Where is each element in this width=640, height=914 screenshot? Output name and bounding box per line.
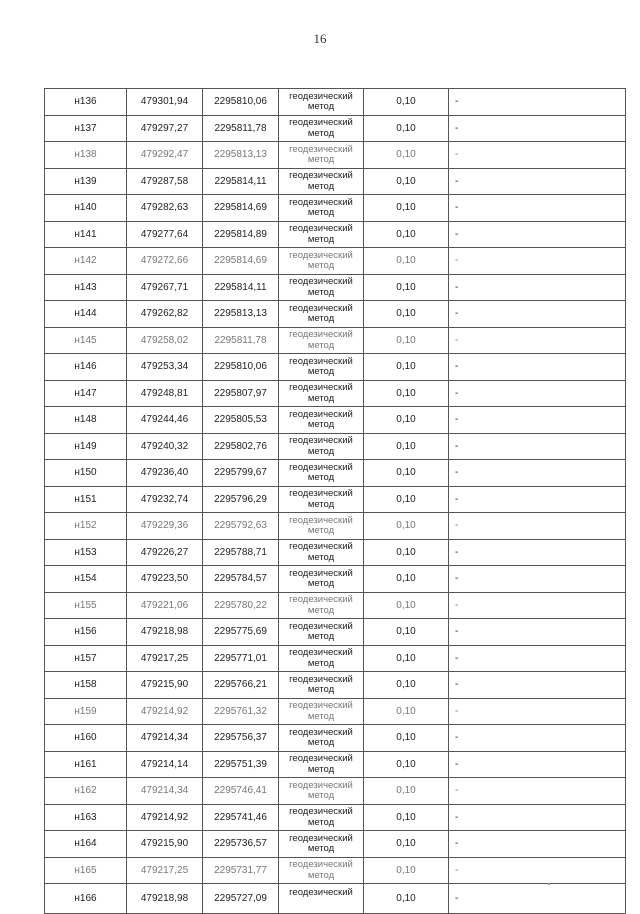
y-coordinate-cell: 2295771,01: [203, 645, 279, 672]
accuracy-cell: 0,10: [364, 513, 449, 540]
note-cell: -: [449, 221, 626, 248]
accuracy-cell: 0,10: [364, 460, 449, 487]
table-row: [45, 274, 626, 301]
note-cell: -: [449, 274, 626, 301]
note-cell: -: [449, 857, 626, 884]
method-cell: геодезический метод: [279, 751, 364, 778]
table-row: [45, 195, 626, 222]
page-number: 16: [313, 31, 327, 46]
table-row: [45, 566, 626, 593]
method-cell: геодезический метод: [279, 645, 364, 672]
point-cell: н156: [45, 619, 127, 646]
note-cell: -: [449, 672, 626, 699]
y-coordinate-cell: 2295727,09: [203, 884, 279, 914]
y-coordinate-cell: 2295784,57: [203, 566, 279, 593]
point-cell: н164: [45, 831, 127, 858]
table-row: [45, 539, 626, 566]
x-coordinate-cell: 479215,90: [127, 831, 203, 858]
x-coordinate-cell: 479232,74: [127, 486, 203, 513]
accuracy-cell: 0,10: [364, 195, 449, 222]
accuracy-cell: 0,10: [364, 168, 449, 195]
note-cell: -: [449, 248, 626, 275]
note-cell: -: [449, 168, 626, 195]
y-coordinate-cell: 2295796,29: [203, 486, 279, 513]
x-coordinate-cell: 479292,47: [127, 142, 203, 169]
table-row: [45, 486, 626, 513]
point-cell: н158: [45, 672, 127, 699]
accuracy-cell: 0,10: [364, 619, 449, 646]
table-row: [45, 433, 626, 460]
x-coordinate-cell: 479236,40: [127, 460, 203, 487]
point-cell: н163: [45, 804, 127, 831]
accuracy-cell: 0,10: [364, 725, 449, 752]
accuracy-cell: 0,10: [364, 698, 449, 725]
note-cell: -: [449, 619, 626, 646]
note-cell: -: [449, 380, 626, 407]
accuracy-cell: 0,10: [364, 804, 449, 831]
method-cell: геодезический метод: [279, 566, 364, 593]
accuracy-cell: 0,10: [364, 857, 449, 884]
accuracy-cell: 0,10: [364, 486, 449, 513]
x-coordinate-cell: 479214,92: [127, 698, 203, 725]
x-coordinate-cell: 479223,50: [127, 566, 203, 593]
x-coordinate-cell: 479215,90: [127, 672, 203, 699]
table-row: [45, 327, 626, 354]
note-cell: -: [449, 831, 626, 858]
method-cell: геодезический метод: [279, 327, 364, 354]
method-cell: геодезический метод: [279, 831, 364, 858]
point-cell: н165: [45, 857, 127, 884]
y-coordinate-cell: 2295814,11: [203, 274, 279, 301]
method-cell: геодезический: [279, 884, 364, 914]
method-cell: геодезический метод: [279, 89, 364, 116]
method-cell: геодезический метод: [279, 513, 364, 540]
accuracy-cell: 0,10: [364, 380, 449, 407]
x-coordinate-cell: 479214,34: [127, 778, 203, 805]
table-row: [45, 884, 626, 914]
table-row: [45, 698, 626, 725]
point-cell: н140: [45, 195, 127, 222]
y-coordinate-cell: 2295741,46: [203, 804, 279, 831]
point-cell: н155: [45, 592, 127, 619]
note-cell: -: [449, 645, 626, 672]
accuracy-cell: 0,10: [364, 884, 449, 914]
accuracy-cell: 0,10: [364, 274, 449, 301]
point-cell: н152: [45, 513, 127, 540]
method-cell: геодезический метод: [279, 142, 364, 169]
x-coordinate-cell: 479221,06: [127, 592, 203, 619]
y-coordinate-cell: 2295736,57: [203, 831, 279, 858]
point-cell: н160: [45, 725, 127, 752]
table-row: [45, 221, 626, 248]
y-coordinate-cell: 2295811,78: [203, 115, 279, 142]
y-coordinate-cell: 2295731,77: [203, 857, 279, 884]
method-cell: геодезический метод: [279, 460, 364, 487]
point-cell: н136: [45, 89, 127, 116]
accuracy-cell: 0,10: [364, 672, 449, 699]
accuracy-cell: 0,10: [364, 354, 449, 381]
y-coordinate-cell: 2295810,06: [203, 89, 279, 116]
method-cell: геодезический метод: [279, 619, 364, 646]
accuracy-cell: 0,10: [364, 327, 449, 354]
point-cell: н166: [45, 884, 127, 914]
x-coordinate-cell: 479214,34: [127, 725, 203, 752]
method-cell: геодезический метод: [279, 698, 364, 725]
note-cell: -: [449, 354, 626, 381]
method-cell: геодезический метод: [279, 592, 364, 619]
x-coordinate-cell: 479217,25: [127, 645, 203, 672]
coordinates-table: [44, 88, 626, 914]
point-cell: н162: [45, 778, 127, 805]
y-coordinate-cell: 2295746,41: [203, 778, 279, 805]
table-row: [45, 804, 626, 831]
y-coordinate-cell: 2295792,63: [203, 513, 279, 540]
table-row: [45, 380, 626, 407]
accuracy-cell: 0,10: [364, 831, 449, 858]
method-cell: геодезический метод: [279, 804, 364, 831]
accuracy-cell: 0,10: [364, 778, 449, 805]
note-cell: -: [449, 725, 626, 752]
table-row: [45, 407, 626, 434]
y-coordinate-cell: 2295810,06: [203, 354, 279, 381]
table-row: [45, 89, 626, 116]
point-cell: н159: [45, 698, 127, 725]
accuracy-cell: 0,10: [364, 645, 449, 672]
method-cell: геодезический метод: [279, 486, 364, 513]
point-cell: н149: [45, 433, 127, 460]
note-cell: -: [449, 513, 626, 540]
point-cell: н154: [45, 566, 127, 593]
x-coordinate-cell: 479240,32: [127, 433, 203, 460]
y-coordinate-cell: 2295802,76: [203, 433, 279, 460]
note-cell: -: [449, 195, 626, 222]
x-coordinate-cell: 479217,25: [127, 857, 203, 884]
x-coordinate-cell: 479282,63: [127, 195, 203, 222]
point-cell: н145: [45, 327, 127, 354]
x-coordinate-cell: 479244,46: [127, 407, 203, 434]
accuracy-cell: 0,10: [364, 433, 449, 460]
x-coordinate-cell: 479214,92: [127, 804, 203, 831]
note-cell: -: [449, 566, 626, 593]
x-coordinate-cell: 479267,71: [127, 274, 203, 301]
table-row: [45, 460, 626, 487]
table-row: [45, 619, 626, 646]
point-cell: н150: [45, 460, 127, 487]
point-cell: н147: [45, 380, 127, 407]
method-cell: геодезический метод: [279, 725, 364, 752]
point-cell: н161: [45, 751, 127, 778]
accuracy-cell: 0,10: [364, 566, 449, 593]
note-cell: -: [449, 698, 626, 725]
accuracy-cell: 0,10: [364, 407, 449, 434]
y-coordinate-cell: 2295775,69: [203, 619, 279, 646]
table-row: [45, 831, 626, 858]
point-cell: н146: [45, 354, 127, 381]
x-coordinate-cell: 479218,98: [127, 619, 203, 646]
accuracy-cell: 0,10: [364, 115, 449, 142]
method-cell: геодезический метод: [279, 301, 364, 328]
x-coordinate-cell: 479253,34: [127, 354, 203, 381]
table-body: [45, 89, 626, 914]
table-row: [45, 301, 626, 328]
point-cell: н142: [45, 248, 127, 275]
y-coordinate-cell: 2295780,22: [203, 592, 279, 619]
method-cell: геодезический метод: [279, 248, 364, 275]
table-row: [45, 857, 626, 884]
method-cell: геодезический метод: [279, 115, 364, 142]
note-cell: -: [449, 301, 626, 328]
method-cell: геодезический метод: [279, 274, 364, 301]
x-coordinate-cell: 479248,81: [127, 380, 203, 407]
table-row: [45, 513, 626, 540]
x-coordinate-cell: 479218,98: [127, 884, 203, 914]
method-cell: геодезический метод: [279, 195, 364, 222]
x-coordinate-cell: 479297,27: [127, 115, 203, 142]
accuracy-cell: 0,10: [364, 751, 449, 778]
point-cell: н139: [45, 168, 127, 195]
method-cell: геодезический метод: [279, 433, 364, 460]
x-coordinate-cell: 479277,64: [127, 221, 203, 248]
note-cell: -: [449, 592, 626, 619]
x-coordinate-cell: 479301,94: [127, 89, 203, 116]
method-cell: геодезический метод: [279, 857, 364, 884]
note-cell: -: [449, 327, 626, 354]
x-coordinate-cell: 479258,02: [127, 327, 203, 354]
note-cell: -: [449, 460, 626, 487]
note-cell: -: [449, 142, 626, 169]
accuracy-cell: 0,10: [364, 248, 449, 275]
y-coordinate-cell: 2295756,37: [203, 725, 279, 752]
point-cell: н157: [45, 645, 127, 672]
y-coordinate-cell: 2295807,97: [203, 380, 279, 407]
y-coordinate-cell: 2295788,71: [203, 539, 279, 566]
point-cell: н148: [45, 407, 127, 434]
scan-speck: [548, 883, 550, 885]
accuracy-cell: 0,10: [364, 301, 449, 328]
y-coordinate-cell: 2295814,69: [203, 195, 279, 222]
table-row: [45, 354, 626, 381]
x-coordinate-cell: 479214,14: [127, 751, 203, 778]
y-coordinate-cell: 2295814,89: [203, 221, 279, 248]
point-cell: н153: [45, 539, 127, 566]
x-coordinate-cell: 479226,27: [127, 539, 203, 566]
y-coordinate-cell: 2295814,69: [203, 248, 279, 275]
table-row: [45, 645, 626, 672]
y-coordinate-cell: 2295766,21: [203, 672, 279, 699]
accuracy-cell: 0,10: [364, 89, 449, 116]
note-cell: -: [449, 884, 626, 914]
x-coordinate-cell: 479287,58: [127, 168, 203, 195]
method-cell: геодезический метод: [279, 221, 364, 248]
note-cell: -: [449, 407, 626, 434]
y-coordinate-cell: 2295813,13: [203, 301, 279, 328]
note-cell: -: [449, 804, 626, 831]
method-cell: геодезический метод: [279, 778, 364, 805]
method-cell: геодезический метод: [279, 168, 364, 195]
note-cell: -: [449, 751, 626, 778]
y-coordinate-cell: 2295751,39: [203, 751, 279, 778]
table-row: [45, 672, 626, 699]
method-cell: геодезический метод: [279, 354, 364, 381]
accuracy-cell: 0,10: [364, 592, 449, 619]
x-coordinate-cell: 479272,66: [127, 248, 203, 275]
method-cell: геодезический метод: [279, 539, 364, 566]
table-row: [45, 725, 626, 752]
table-row: [45, 248, 626, 275]
x-coordinate-cell: 479262,82: [127, 301, 203, 328]
method-cell: геодезический метод: [279, 407, 364, 434]
point-cell: н143: [45, 274, 127, 301]
accuracy-cell: 0,10: [364, 142, 449, 169]
note-cell: -: [449, 539, 626, 566]
table-row: [45, 168, 626, 195]
y-coordinate-cell: 2295799,67: [203, 460, 279, 487]
accuracy-cell: 0,10: [364, 221, 449, 248]
point-cell: н138: [45, 142, 127, 169]
table-row: [45, 778, 626, 805]
table-row: [45, 115, 626, 142]
y-coordinate-cell: 2295761,32: [203, 698, 279, 725]
point-cell: н137: [45, 115, 127, 142]
accuracy-cell: 0,10: [364, 539, 449, 566]
y-coordinate-cell: 2295811,78: [203, 327, 279, 354]
note-cell: -: [449, 778, 626, 805]
y-coordinate-cell: 2295805,53: [203, 407, 279, 434]
table-row: [45, 142, 626, 169]
point-cell: н151: [45, 486, 127, 513]
method-cell: геодезический метод: [279, 380, 364, 407]
point-cell: н141: [45, 221, 127, 248]
x-coordinate-cell: 479229,36: [127, 513, 203, 540]
y-coordinate-cell: 2295813,13: [203, 142, 279, 169]
table-row: [45, 751, 626, 778]
note-cell: -: [449, 433, 626, 460]
note-cell: -: [449, 115, 626, 142]
note-cell: -: [449, 89, 626, 116]
table-row: [45, 592, 626, 619]
method-cell: геодезический метод: [279, 672, 364, 699]
y-coordinate-cell: 2295814,11: [203, 168, 279, 195]
point-cell: н144: [45, 301, 127, 328]
note-cell: -: [449, 486, 626, 513]
